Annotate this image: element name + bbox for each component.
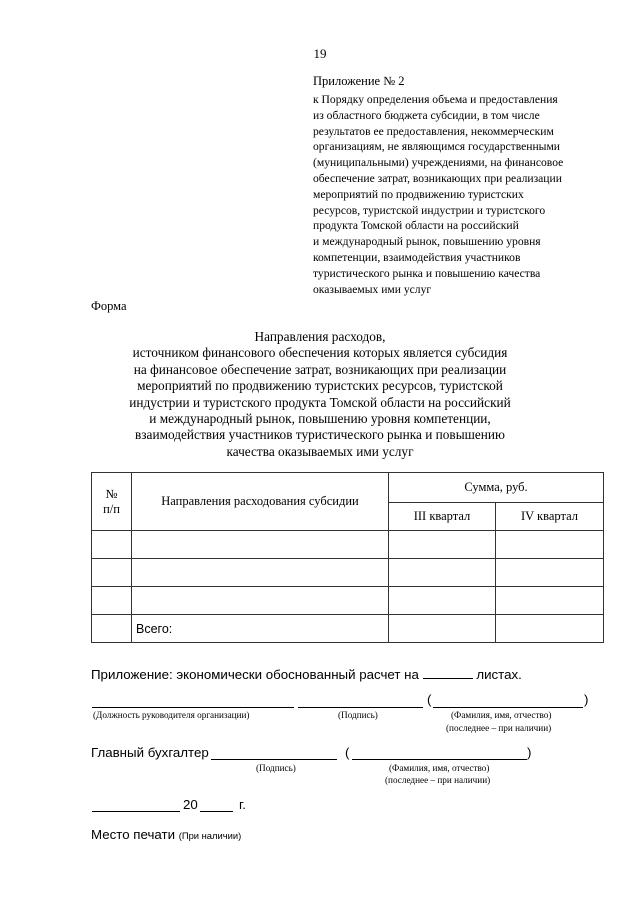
total-q3-cell[interactable] [389, 615, 496, 643]
title-line: индустрии и туристского продукта Томской области на российский [129, 394, 511, 410]
chief-accountant-label: Главный бухгалтер [91, 745, 209, 760]
table-cell[interactable] [496, 559, 604, 587]
table-cell[interactable] [92, 587, 132, 615]
attachment-line [91, 667, 522, 682]
appendix-line: ресурсов, туристской индустрии и туристского [313, 203, 546, 217]
header-number-abbr: п/п [103, 501, 120, 516]
table-total-row [92, 615, 604, 643]
sheet-count-blank[interactable] [423, 667, 473, 679]
document-title [110, 329, 530, 460]
chief-name-blank[interactable] [352, 759, 527, 760]
appendix-line: результатов ее предоставления, некоммерческим [313, 124, 554, 138]
table-cell[interactable] [92, 531, 132, 559]
title-line: Направления расходов, [254, 329, 386, 344]
appendix-line: компетенции, взаимодействия участников [313, 250, 521, 264]
date-blank[interactable] [92, 811, 180, 812]
table-cell[interactable] [389, 559, 496, 587]
header-sum: Сумма, руб. [389, 473, 604, 503]
expense-table [91, 472, 604, 643]
title-line: источником финансового обеспечения которых является субсидия [132, 345, 508, 361]
appendix-line: оказываемых ими услуг [313, 282, 432, 296]
total-label: Всего: [132, 615, 389, 643]
name-blank[interactable] [433, 707, 583, 708]
header-q3: III квартал [389, 503, 496, 531]
year-prefix: 20 [183, 797, 198, 812]
table-cell[interactable] [496, 531, 604, 559]
year-blank[interactable] [200, 811, 233, 812]
chief-signature-blank[interactable] [211, 759, 337, 760]
table-cell[interactable] [496, 587, 604, 615]
stamp-note: (При наличии) [178, 830, 242, 841]
table-row [92, 587, 604, 615]
title-line: взаимодействия участников туристического рынка и повышению [135, 427, 505, 443]
appendix-line: мероприятий по продвижению туристских [313, 187, 524, 201]
appendix-line: организациям, не являющимся государственными [313, 140, 560, 154]
table-cell[interactable] [132, 531, 389, 559]
year-suffix: г. [239, 797, 246, 812]
table-header-row [92, 473, 604, 503]
chief-signature-caption: (Подпись) [256, 763, 296, 773]
title-line: на финансовое обеспечение затрат, возникающих при реализации [133, 361, 507, 377]
header-number [92, 473, 132, 531]
open-paren: ( [345, 745, 350, 760]
table-cell[interactable] [389, 587, 496, 615]
close-paren: ) [584, 692, 589, 707]
total-q4-cell[interactable] [496, 615, 604, 643]
form-label: Форма [91, 299, 127, 313]
chief-name-caption: (Фамилия, имя, отчество) [389, 763, 490, 773]
table-cell[interactable] [389, 531, 496, 559]
position-blank[interactable] [92, 707, 294, 708]
name-caption: (Фамилия, имя, отчество) [451, 710, 552, 720]
appendix-title: Приложение № 2 [313, 74, 405, 88]
open-paren: ( [427, 692, 432, 707]
signature-blank[interactable] [298, 707, 423, 708]
appendix-line: продукта Томской области на российский [313, 219, 519, 233]
stamp-label [91, 827, 241, 842]
table-row [92, 559, 604, 587]
position-caption: (Должность руководителя организации) [93, 710, 250, 720]
table-cell [92, 615, 132, 643]
appendix-line: и международный рынок, повышению уровня [313, 235, 541, 249]
header-direction: Направления расходования субсидии [132, 473, 389, 531]
chief-name-note: (последнее – при наличии) [385, 775, 491, 785]
stamp-label-text: Место печати [91, 827, 176, 842]
attachment-suffix: листах. [476, 667, 522, 682]
appendix-line: обеспечение затрат, возникающих при реализации [313, 171, 562, 185]
name-note: (последнее – при наличии) [446, 723, 552, 733]
title-line: мероприятий по продвижению туристских ресурсов, туристской [137, 378, 503, 394]
close-paren: ) [527, 745, 532, 760]
title-line: качества оказываемых ими услуг [226, 443, 414, 459]
signature-caption: (Подпись) [338, 710, 378, 720]
header-q4: IV квартал [496, 503, 604, 531]
header-number-symbol: № [105, 486, 118, 501]
appendix-text [313, 92, 595, 297]
table-cell[interactable] [92, 559, 132, 587]
page-number: 19 [313, 46, 327, 61]
appendix-line: (муниципальными) учреждениями, на финансовое [313, 156, 564, 170]
table-cell[interactable] [132, 559, 389, 587]
table-row [92, 531, 604, 559]
appendix-line: из областного бюджета субсидии, в том числе [313, 108, 540, 122]
appendix-line: к Порядку определения объема и предоставления [313, 93, 558, 106]
table-cell[interactable] [132, 587, 389, 615]
title-line: и международный рынок, повышению уровня компетенции, [149, 411, 491, 427]
attachment-prefix: Приложение: экономически обоснованный расчет на [91, 667, 419, 682]
appendix-line: туристического рынка и повышению качества [313, 266, 541, 280]
